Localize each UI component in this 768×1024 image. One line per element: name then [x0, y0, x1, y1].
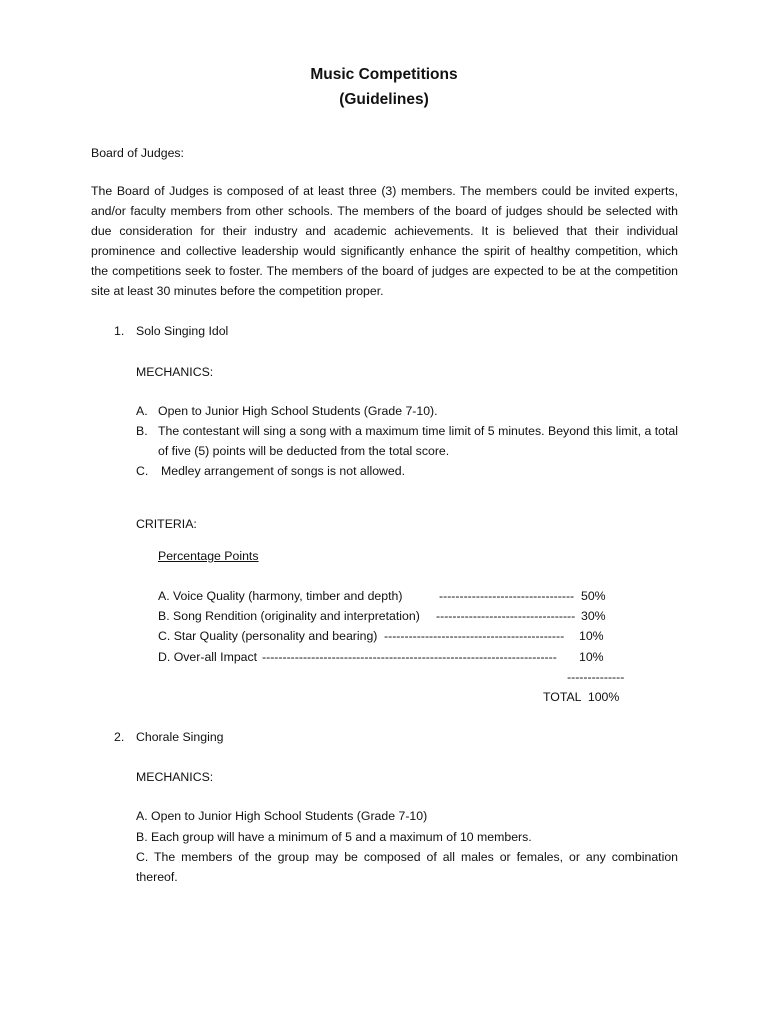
mechanics-item-letter: B.: [136, 424, 148, 438]
total-value: TOTAL 100%: [543, 690, 620, 704]
criteria-dashes: --------------------------------------------: [384, 629, 565, 643]
criteria-label: D. Over-all Impact: [158, 650, 258, 664]
criteria-dashes: ---------------------------------: [439, 589, 575, 603]
criteria-dashes: ------------------------------------------------------------------------: [262, 650, 557, 664]
criteria-dashes: ----------------------------------: [436, 609, 576, 623]
percentage-points-heading: Percentage Points: [158, 549, 259, 563]
total-rule: --------------: [567, 670, 625, 684]
section1-number: 1.: [114, 324, 125, 338]
document-subtitle: (Guidelines): [339, 91, 429, 108]
criteria-value: 10%: [579, 650, 604, 664]
mechanics-item-text: Open to Junior High School Students (Grade 7-10).: [158, 404, 438, 418]
criteria-value: 50%: [581, 589, 606, 603]
section2-title: Chorale Singing: [136, 730, 224, 744]
mechanics-item-letter: C.: [136, 464, 149, 478]
mechanics-item-text: The contestant will sing a song with a maximum time limit of 5 minutes. Beyond this limit, a total of five (5) points will be deducted from the total score.: [158, 424, 678, 458]
criteria-value: 30%: [581, 609, 606, 623]
section2-mechanics-label: MECHANICS:: [136, 770, 214, 784]
board-paragraph: The Board of Judges is composed of at least three (3) members. The members could be invited experts, and/or faculty members from other schools. The members of the board of judges should be selected with due consideration for their industry and academic achievements. It is believed that their individual prominence and collective leadership would significantly enhance the spirit of healthy competition, which the competitions seek to foster. The members of the board of judges are expected to be at the competition site at least 30 minutes before the competition proper.: [91, 184, 678, 298]
mechanics-item: A. Open to Junior High School Students (Grade 7-10): [136, 809, 428, 823]
criteria-label: A. Voice Quality (harmony, timber and depth): [158, 589, 403, 603]
section2-number: 2.: [114, 730, 125, 744]
criteria-label: C. Star Quality (personality and bearing): [158, 629, 378, 643]
mechanics-item-letter: A.: [136, 404, 148, 418]
document-title: Music Competitions: [310, 66, 458, 83]
mechanics-item: B. Each group will have a minimum of 5 and a maximum of 10 members.: [136, 830, 532, 844]
section1-criteria-label: CRITERIA:: [136, 517, 197, 531]
section1-title: Solo Singing Idol: [136, 324, 229, 338]
criteria-value: 10%: [579, 629, 604, 643]
section1-mechanics-label: MECHANICS:: [136, 365, 214, 379]
mechanics-item-text: Medley arrangement of songs is not allowed.: [161, 464, 406, 478]
mechanics-item: C. The members of the group may be composed of all males or females, or any combination thereof.: [136, 850, 678, 884]
board-heading: Board of Judges:: [91, 146, 184, 160]
criteria-label: B. Song Rendition (originality and interpretation): [158, 609, 420, 623]
